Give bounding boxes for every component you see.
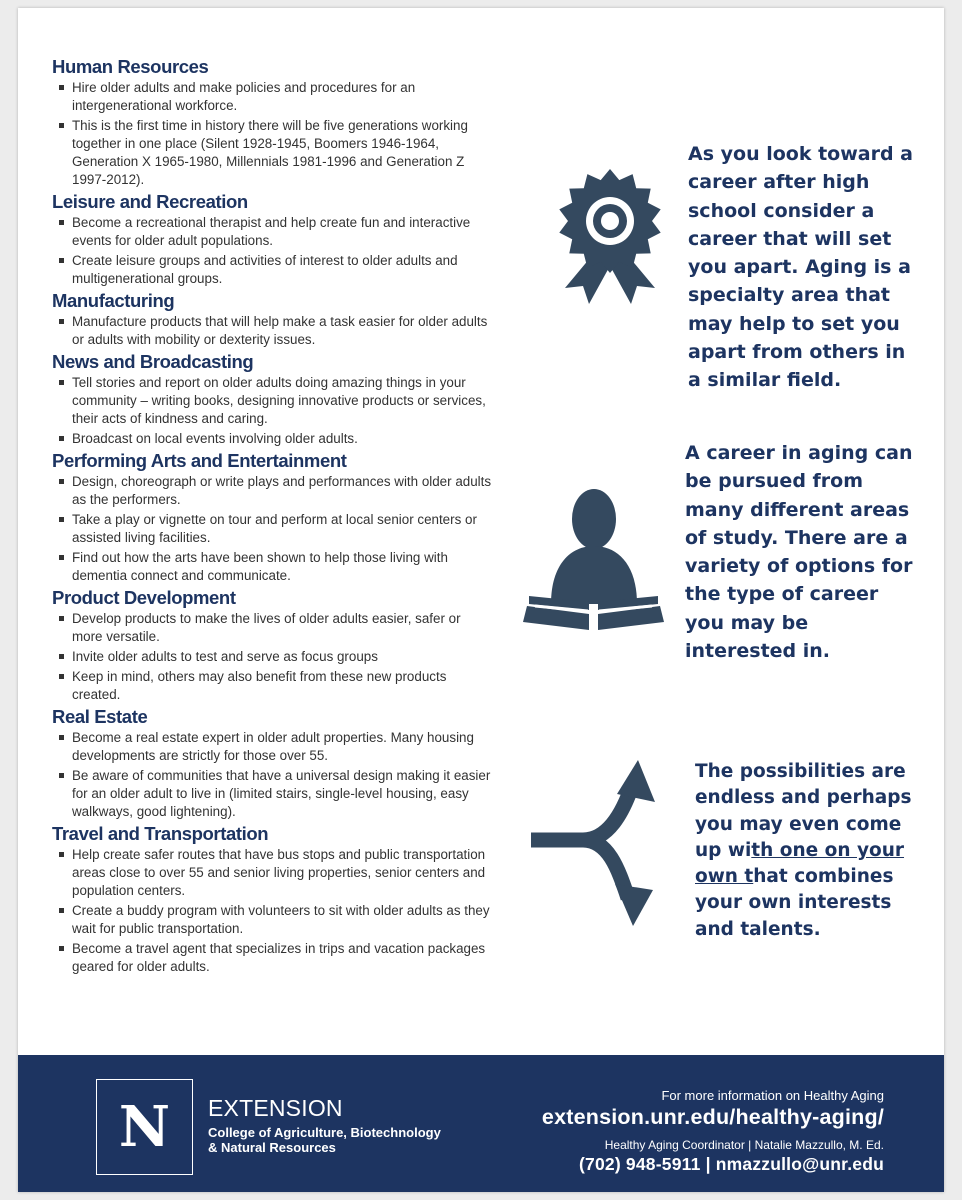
section-heading: Human Resources [52, 56, 209, 77]
coordinator-text: Healthy Aging Coordinator | Natalie Mazzullo, M. Ed. [604, 1138, 884, 1152]
section-heading: Real Estate [52, 706, 148, 727]
website-link[interactable]: extension.unr.edu/healthy-aging/ [541, 1105, 884, 1129]
college-name: College of Agriculture, Biotechnology & Natural Resources [208, 1125, 441, 1155]
bullet-item: Hire older adults and make policies and procedures for an intergenerational workforce. [52, 79, 492, 115]
quote-career-apart: As you look toward a career after high school consider a career that will set you apart. Aging is a specialty area that may help to set you apart from others in a similar field. [688, 143, 913, 392]
bullet-list [52, 729, 492, 821]
bullet-item: Design, choreograph or write plays and performances with older adults as the performers. [52, 473, 492, 509]
section [52, 450, 492, 585]
flyer-page [18, 8, 944, 1192]
bullet-item: Create a buddy program with volunteers to sit with older adults as they wait for public transportation. [52, 902, 492, 938]
bullet-list [52, 313, 492, 349]
bullet-list [52, 374, 492, 448]
section [52, 706, 492, 821]
section-heading: Manufacturing [52, 290, 175, 311]
bullet-list [52, 79, 492, 189]
section [52, 191, 492, 288]
quote-text-part: The possibilities are endless and perhaps you may even come up wi [695, 761, 912, 861]
bullet-item: Manufacture products that will help make a task easier for older adults or adults with mobility or dexterity issues. [52, 313, 492, 349]
section-heading: News and Broadcasting [52, 351, 254, 372]
bullet-list [52, 610, 492, 704]
bullet-item: Find out how the arts have been shown to help those living with dementia connect and communicate. [52, 549, 492, 585]
bullet-item: Be aware of communities that have a universal design making it easier for an older adult to live in (limited stairs, single-level housing, easy walkways, good lightening). [52, 767, 492, 821]
bullet-list [52, 214, 492, 288]
section [52, 351, 492, 448]
bullet-list [52, 473, 492, 585]
career-areas-list [52, 56, 492, 978]
bullet-item: Keep in mind, others may also benefit from these new products created. [52, 668, 492, 704]
person-reading-book-icon [521, 484, 666, 639]
quote-text-part: hat combines your own interests and talents. [695, 866, 894, 940]
award-ribbon-icon [545, 160, 675, 313]
section-heading: Product Development [52, 587, 236, 608]
logo-letter: N [118, 1094, 171, 1160]
bullet-item: Help create safer routes that have bus stops and public transportation areas close to over 55 and senior living properties, senior centers and population centers. [52, 846, 492, 900]
bullet-item: Become a recreational therapist and help create fun and interactive events for older adult populations. [52, 214, 492, 250]
bullet-item: Become a real estate expert in older adult properties. Many housing developments are strictly for those over 55. [52, 729, 492, 765]
section [52, 56, 492, 189]
section-heading: Performing Arts and Entertainment [52, 450, 347, 471]
quote-possibilities [695, 759, 920, 943]
extension-title: EXTENSION [208, 1095, 343, 1121]
split-arrows-icon [523, 758, 673, 943]
bullet-item: Become a travel agent that specializes in trips and vacation packages geared for older adults. [52, 940, 492, 976]
section [52, 587, 492, 704]
bullet-item: Broadcast on local events involving older adults. [52, 430, 492, 448]
section-heading: Travel and Transportation [52, 823, 269, 844]
bullet-item: Tell stories and report on older adults doing amazing things in your community – writing books, designing innovative products or services, their acts of kindness and caring. [52, 374, 492, 428]
footer-banner [18, 1055, 944, 1192]
section [52, 823, 492, 976]
bullet-item: Create leisure groups and activities of interest to older adults and multigenerational groups. [52, 252, 492, 288]
bullet-list [52, 846, 492, 976]
bullet-item: Invite older adults to test and serve as focus groups [52, 648, 492, 666]
more-info-text: For more information on Healthy Aging [661, 1088, 884, 1103]
bullet-item: This is the first time in history there will be five generations working together in one place (Silent 1928-1945, Boomers 1946-1964, Generation X 1965-1980, Millennials 1981-1996 and Generation Z 1997-2012). [52, 117, 492, 189]
bullet-item: Develop products to make the lives of older adults easier, safer or more versatile. [52, 610, 492, 646]
unr-logo [96, 1079, 193, 1175]
contact-info[interactable]: (702) 948-5911 | nmazzullo@unr.edu [579, 1154, 884, 1174]
quote-underlined-text: th one on your own t [695, 839, 905, 888]
bullet-item: Take a play or vignette on tour and perform at local senior centers or assisted living facilities. [52, 511, 492, 547]
quote-career-areas: A career in aging can be pursued from many different areas of study. There are a variety of options for the type of career you may be interested in. [685, 442, 913, 663]
section-heading: Leisure and Recreation [52, 191, 248, 212]
section [52, 290, 492, 349]
